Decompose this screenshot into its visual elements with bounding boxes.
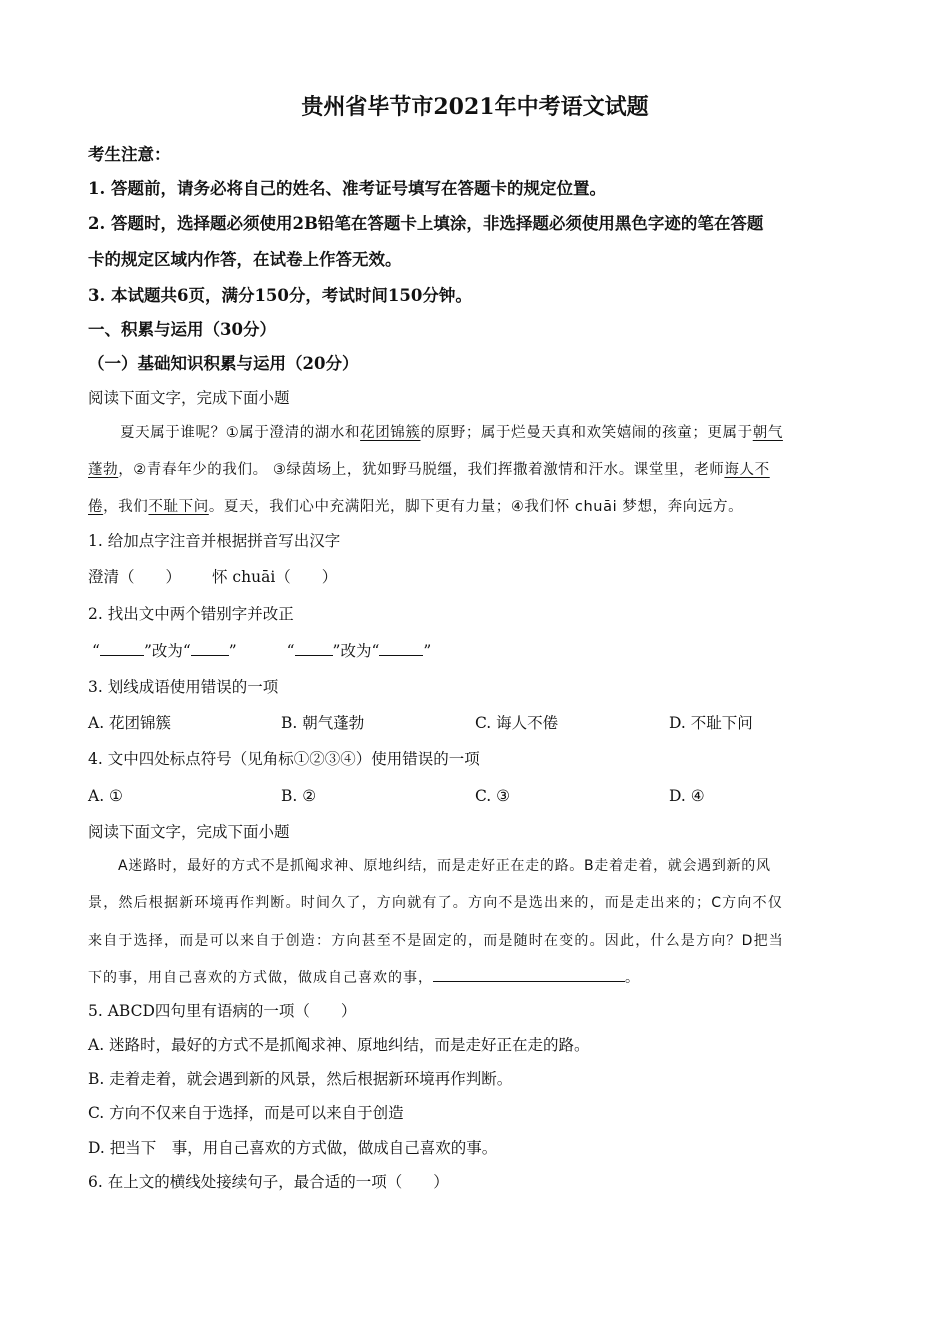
q1-stem: 1. 给加点字注音并根据拼音写出汉字 <box>88 532 341 550</box>
passage2-line-1: A迷路时，最好的方式不是抓阄求神、原地纠结，而是走好正在走的路。B走着走着，就会遇到新的风 <box>118 858 771 874</box>
idiom-huiren-part1: 诲人不 <box>724 462 770 478</box>
q1-part-b: 怀 chuāi（ ） <box>212 568 338 586</box>
q2-blank-3[interactable] <box>295 641 333 656</box>
passage2-answer-blank[interactable] <box>433 967 625 982</box>
section-heading-1: 一、积累与运用（30分） <box>88 320 276 339</box>
q3-option-d[interactable]: D. 不耻下问 <box>669 714 753 732</box>
notice-item-1: 1. 答题前，请务必将自己的姓名、准考证号填写在答题卡的规定位置。 <box>88 179 606 198</box>
idiom-buchixiawen: 不耻下问 <box>148 499 209 515</box>
passage2-line-2: 景，然后根据新环境再作判断。时间久了，方向就有了。方向不是选出来的，而是走出来的；C方向不仅 <box>88 895 783 911</box>
instruction-1: 阅读下面文字，完成下面小题 <box>88 389 290 407</box>
idiom-zhaoqi-part2: 蓬勃 <box>88 462 119 478</box>
passage2-line-4: 下的事，用自己喜欢的方式做，做成自己喜欢的事， 。 <box>88 967 640 989</box>
q4-option-d[interactable]: D. ④ <box>669 787 705 805</box>
q5-option-c[interactable]: C. 方向不仅来自于选择，而是可以来自于创造 <box>88 1104 404 1122</box>
q5-option-a[interactable]: A. 迷路时，最好的方式不是抓阄求神、原地纠结，而是走好正在走的路。 <box>88 1036 590 1054</box>
notice-heading: 考生注意： <box>88 145 171 164</box>
q4-option-b[interactable]: B. ② <box>281 787 317 805</box>
idiom-huatuanjincu: 花团锦簇 <box>360 425 421 441</box>
q3-option-a[interactable]: A. 花团锦簇 <box>88 714 172 732</box>
idiom-huiren-part2: 倦 <box>88 499 104 515</box>
notice-item-3: 3. 本试题共6页，满分150分，考试时间150分钟。 <box>88 286 472 305</box>
idiom-zhaoqi-part1: 朝气 <box>752 425 783 441</box>
q3-option-b[interactable]: B. 朝气蓬勃 <box>281 714 365 732</box>
q5-stem: 5. ABCD四句里有语病的一项（ ） <box>88 1002 357 1020</box>
q6-stem: 6. 在上文的横线处接续句子，最合适的一项（ ） <box>88 1173 449 1191</box>
q4-option-c[interactable]: C. ③ <box>475 787 511 805</box>
q2-blanks: “ ”改为“ ” “ ”改为“ ” <box>92 642 432 660</box>
passage1-line-1: 夏天属于谁呢？①属于澄清的湖水和花团锦簇的原野；属于烂曼天真和欢笑嬉闹的孩童；更属于朝气 <box>120 425 783 441</box>
notice-item-2a: 2. 答题时，选择题必须使用2B铅笔在答题卡上填涂，非选择题必须使用黑色字迹的笔在答题 <box>88 214 764 233</box>
q3-stem: 3. 划线成语使用错误的一项 <box>88 678 279 696</box>
q2-stem: 2. 找出文中两个错别字并改正 <box>88 605 294 623</box>
instruction-2: 阅读下面文字，完成下面小题 <box>88 823 290 841</box>
q4-stem: 4. 文中四处标点符号（见角标①②③④）使用错误的一项 <box>88 750 480 768</box>
passage2-line-3: 来自于选择，而是可以来自于创造：方向甚至不是固定的，而是随时在变的。因此，什么是方向？D把当 <box>88 933 784 949</box>
section-heading-1-1: （一）基础知识积累与运用（20分） <box>88 354 359 373</box>
q3-option-c[interactable]: C. 诲人不倦 <box>475 714 559 732</box>
passage1-line-3: 倦，我们不耻下问。夏天，我们心中充满阳光，脚下更有力量；④我们怀 chuāi 梦想，奔向远方。 <box>88 499 744 515</box>
q5-option-d[interactable]: D. 把当下 事，用自己喜欢的方式做，做成自己喜欢的事。 <box>88 1139 498 1157</box>
passage1-line-2: 蓬勃，②青春年少的我们。 ③绿茵场上，犹如野马脱缰，我们挥撒着激情和汗水。课堂里，老师诲人不 <box>88 462 770 478</box>
q2-blank-2[interactable] <box>191 641 229 656</box>
notice-item-2b: 卡的规定区域内作答，在试卷上作答无效。 <box>88 250 402 269</box>
q4-option-a[interactable]: A. ① <box>88 787 123 805</box>
q2-blank-4[interactable] <box>379 641 423 656</box>
q5-option-b[interactable]: B. 走着走着，就会遇到新的风景，然后根据新环境再作判断。 <box>88 1070 513 1088</box>
page-title: 贵州省毕节市2021年中考语文试题 <box>301 94 649 120</box>
q1-part-a: 澄清（ ） <box>88 568 182 586</box>
q2-blank-1[interactable] <box>100 641 144 656</box>
